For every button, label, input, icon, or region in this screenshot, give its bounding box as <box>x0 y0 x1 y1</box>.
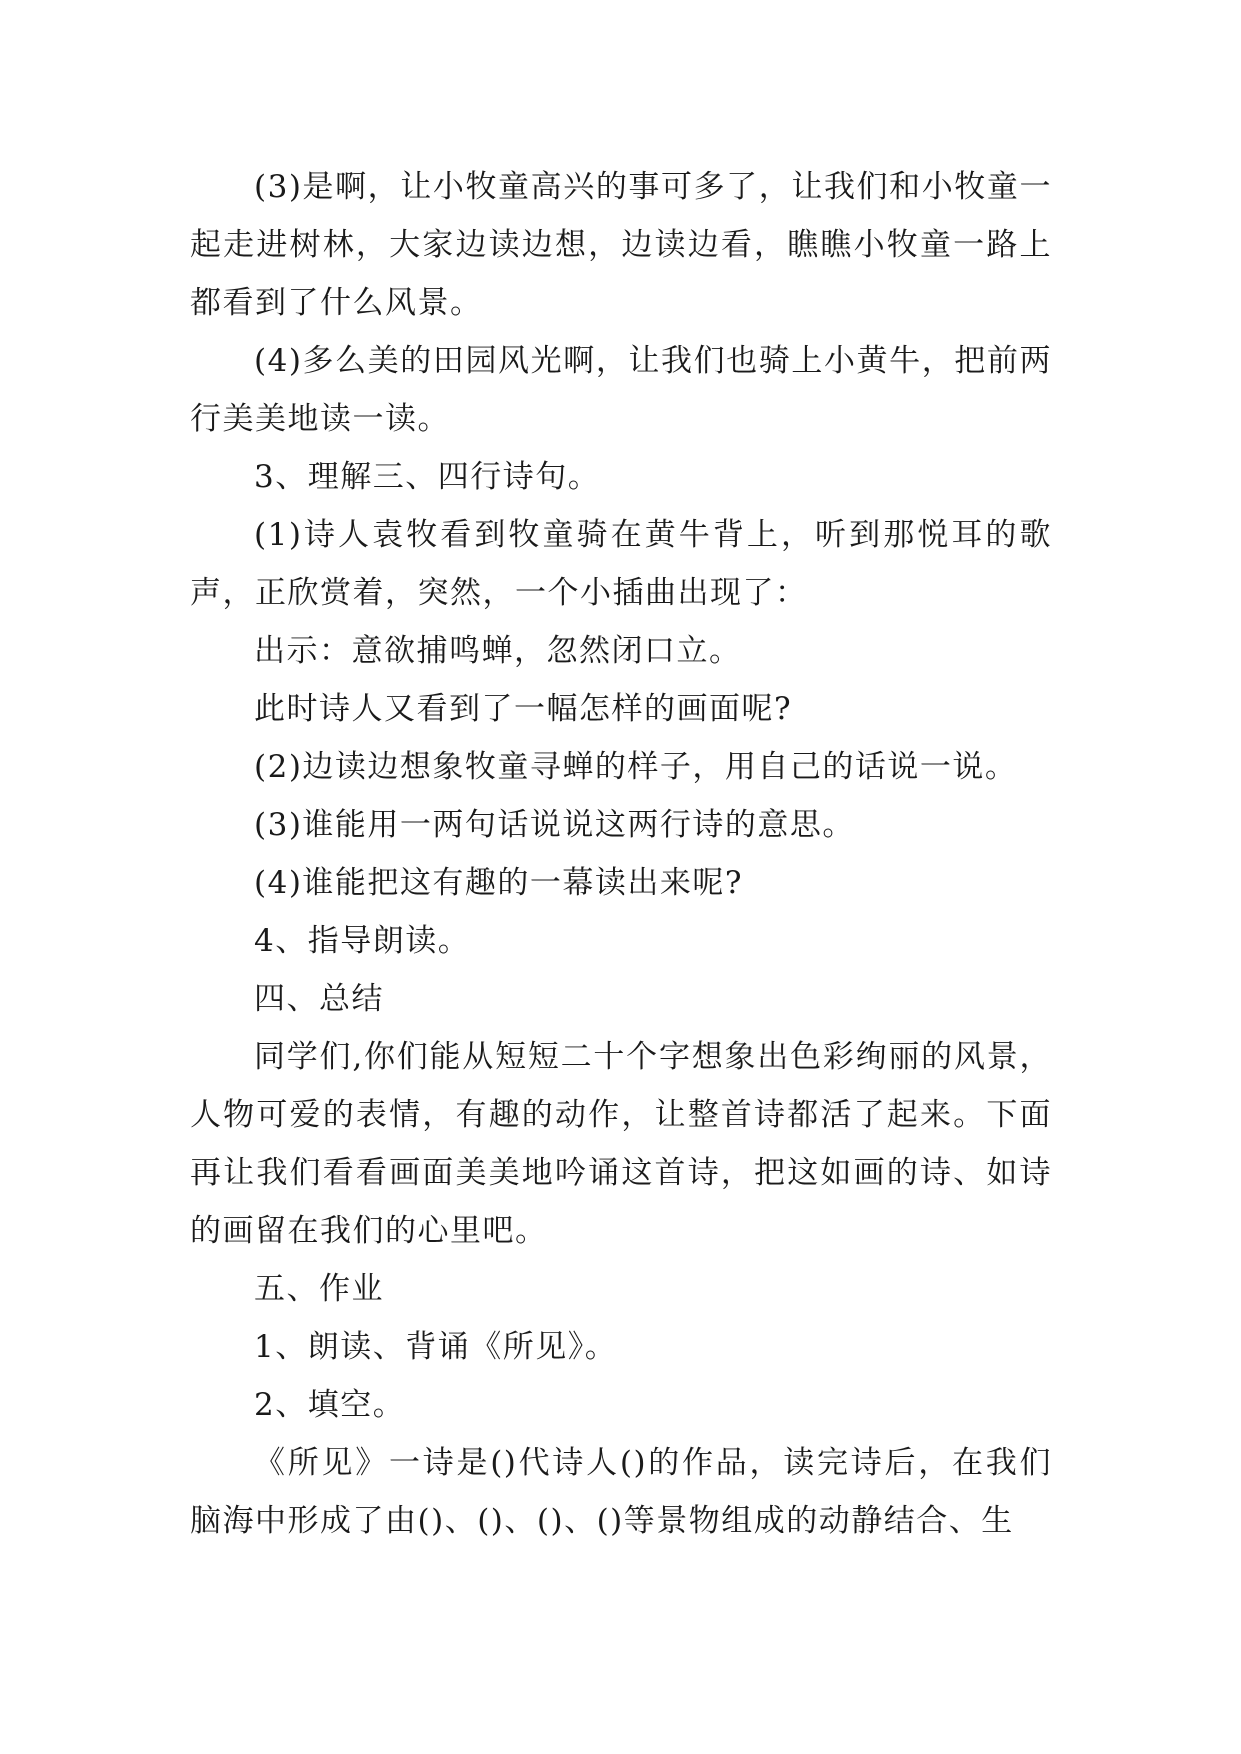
paragraph: 此时诗人又看到了一幅怎样的画面呢? <box>254 691 793 727</box>
paragraph: 《所见》一诗是()代诗人()的作品，读完诗后，在我们脑海中形成了由()、()、()、()等景物组成的动静结合、生 <box>190 1445 1052 1539</box>
paragraph: 1、朗读、背诵《所见》。 <box>254 1329 618 1365</box>
document-body <box>190 158 1052 1550</box>
paragraph: (2)边读边想象牧童寻蝉的样子，用自己的话说一说。 <box>254 749 1018 785</box>
paragraph: (4)多么美的田园风光啊，让我们也骑上小黄牛，把前两行美美地读一读。 <box>190 343 1052 437</box>
paragraph: 出示：意欲捕鸣蝉，忽然闭口立。 <box>254 633 742 669</box>
section-heading: 四、总结 <box>254 981 384 1017</box>
paragraph: 4、指导朗读。 <box>254 923 471 959</box>
paragraph: (4)谁能把这有趣的一幕读出来呢? <box>254 865 744 901</box>
paragraph: 3、理解三、四行诗句。 <box>254 459 601 495</box>
paragraph: (3)是啊，让小牧童高兴的事可多了，让我们和小牧童一起走进树林，大家边读边想，边读边看，瞧瞧小牧童一路上都看到了什么风景。 <box>190 169 1052 321</box>
paragraph: 2、填空。 <box>254 1387 406 1423</box>
paragraph: (3)谁能用一两句话说说这两行诗的意思。 <box>254 807 855 843</box>
section-heading: 五、作业 <box>254 1271 384 1307</box>
paragraph: (1)诗人袁牧看到牧童骑在黄牛背上，听到那悦耳的歌声，正欣赏着，突然，一个小插曲出现了： <box>190 517 1052 611</box>
paragraph: 同学们,你们能从短短二十个字想象出色彩绚丽的风景，人物可爱的表情，有趣的动作，让整首诗都活了起来。下面再让我们看看画面美美地吟诵这首诗，把这如画的诗、如诗的画留在我们的心里吧。 <box>190 1039 1052 1249</box>
